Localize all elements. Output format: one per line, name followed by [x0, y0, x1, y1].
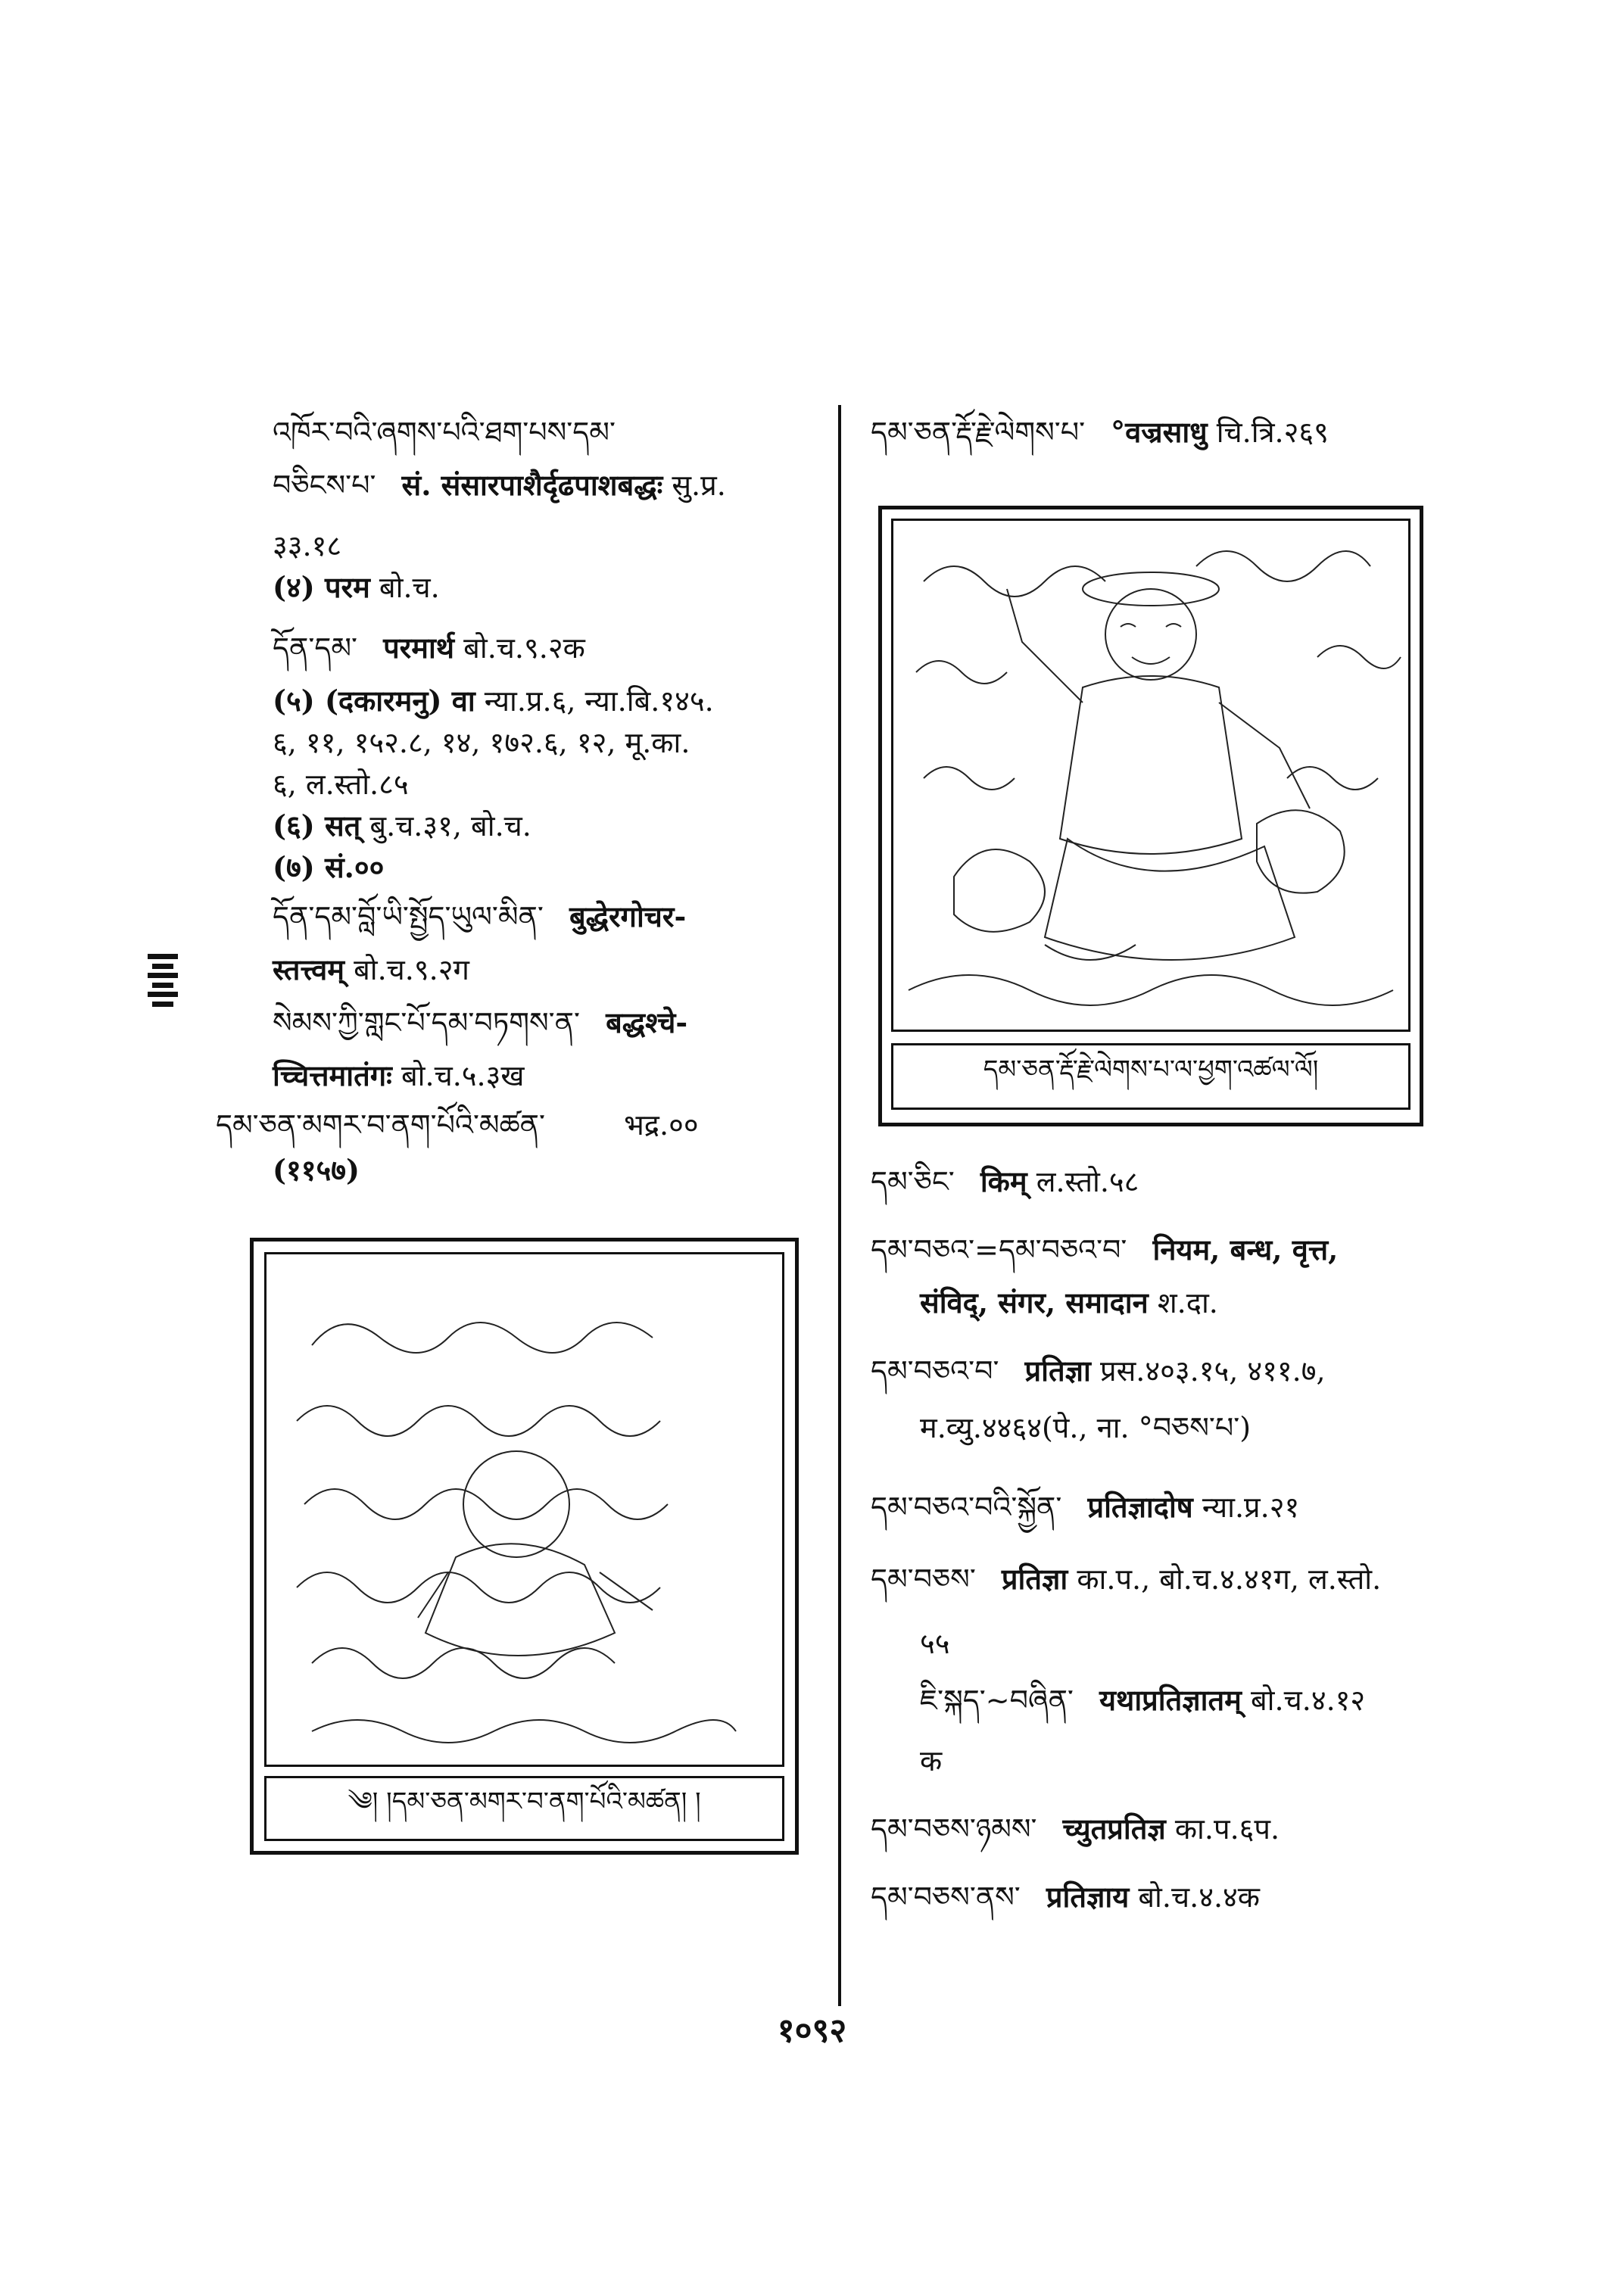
tibetan-term: དོན་དམ་བློ་ཡི་སྤྱོད་ཡུལ་མིན་	[273, 900, 544, 933]
sanskrit-equivalent: प्रतिज्ञा	[1024, 1354, 1091, 1388]
entry-line	[871, 409, 1329, 456]
entry-line	[216, 1101, 699, 1148]
entry-line	[273, 719, 690, 766]
entry-line	[273, 844, 384, 891]
sanskrit-equivalent: च्चित्तमातंगः	[273, 1058, 392, 1092]
entry-line	[273, 625, 585, 671]
sanskrit-equivalent: (४) परम	[273, 570, 370, 604]
deity-drawing	[267, 1254, 784, 1767]
reference: बो.च.९.२ग	[354, 953, 469, 986]
entry-line	[273, 893, 686, 940]
reference: ६, ल.स्तो.८५	[273, 768, 409, 801]
reference: बो.च.४.४क	[1138, 1880, 1260, 1914]
entry-line	[871, 1874, 1260, 1921]
sanskrit-equivalent: °वज्रसाधु	[1111, 415, 1208, 449]
tibetan-term: བཅིངས་པ་	[273, 469, 376, 502]
reference: क	[920, 1744, 943, 1777]
entry-line	[920, 1737, 942, 1784]
entry-line	[273, 564, 440, 611]
sanskrit-equivalent: (६) सत्	[273, 808, 361, 843]
entry-line	[273, 678, 714, 724]
reference: का.प.६प.	[1174, 1812, 1280, 1846]
page-number: १०९२	[777, 2011, 847, 2050]
tibetan-term: དམ་བཅའ་བ་	[871, 1354, 999, 1388]
sanskrit-equivalent: परमार्थ	[383, 631, 455, 665]
entry-line	[273, 1147, 360, 1194]
plate-caption: དམ་ཅན་རྡོ་རྗེ་ལེགས་པ་ལ་ཕྱག་འཚལ་ལོ།	[891, 1043, 1410, 1110]
sanskrit-equivalent: नियम, बन्ध, वृत्त,	[1152, 1232, 1339, 1266]
entry-line	[871, 1484, 1299, 1531]
reference: सु.प्र.	[672, 469, 726, 502]
entry-line	[273, 761, 409, 808]
margin-section-mark	[148, 954, 187, 1007]
tibetan-term: དམ་བཅས་	[871, 1562, 976, 1596]
tibetan-term: དམ་བཅས་ནས་	[871, 1880, 1021, 1914]
entry-line	[871, 1556, 1381, 1603]
sanskrit-equivalent: बुद्धेरगोचर-	[569, 899, 687, 933]
sanskrit-equivalent: बद्धश्चे-	[606, 1005, 688, 1039]
column-divider	[838, 405, 841, 2006]
entry-line	[871, 1226, 1338, 1273]
deity-drawing	[893, 521, 1410, 1032]
entry-line	[871, 1805, 1280, 1852]
reference: बो.च.	[379, 571, 440, 604]
sanskrit-equivalent: संविद्, संगर, समादान	[920, 1285, 1149, 1319]
entry-line	[920, 1404, 1251, 1451]
sanskrit-equivalent: च्युतप्रतिज्ञ	[1062, 1812, 1166, 1846]
illustration-plate	[250, 1238, 799, 1855]
entry-line	[920, 1677, 1365, 1724]
deity-illustration	[264, 1252, 784, 1767]
sanskrit-equivalent: प्रतिज्ञादोष	[1087, 1490, 1193, 1524]
tibetan-term: དོན་དམ་	[273, 631, 357, 665]
reference: न्या.प्र.६, न्या.बि.१४५.	[484, 684, 714, 718]
tibetan-term: དམ་བཅའ་བའི་སྐྱོན་	[871, 1491, 1062, 1524]
reference: बो.च.४.१२	[1250, 1684, 1366, 1717]
reference: ६, ११, १५२.८, १४, १७२.६, १२, मू.का.	[273, 726, 690, 759]
reference: ५५	[920, 1627, 950, 1660]
tibetan-term: ཇི་སྐད་~བཞིན་	[920, 1684, 1074, 1717]
sanskrit-equivalent: (५) (दकारमनु) वा	[273, 684, 475, 718]
entry-line	[273, 409, 632, 456]
reference: बो.च.९.२क	[463, 631, 585, 665]
tibetan-term: སེམས་ཀྱི་གླང་པོ་དམ་བཏགས་ན་	[273, 1006, 580, 1039]
entry-line	[273, 946, 469, 993]
tibetan-term: དམ་བཅས་ཉམས་	[871, 1812, 1037, 1846]
tibetan-term: དམ་ཅིང་	[871, 1165, 955, 1198]
deity-illustration	[891, 519, 1410, 1032]
reference: का.प., बो.च.४.४१ग, ल.स्तो.	[1077, 1562, 1382, 1596]
reference: ल.स्तो.५८	[1036, 1165, 1139, 1198]
sanskrit-equivalent: सं. संसारपाशैर्दृढपाशबद्धः	[401, 468, 663, 502]
entry-line	[273, 462, 726, 509]
entry-line	[273, 999, 687, 1046]
entry-line	[273, 802, 531, 849]
entry-line	[273, 1052, 524, 1099]
entry-line	[920, 1620, 950, 1667]
illustration-plate	[878, 506, 1423, 1126]
reference: बो.च.५.३ख	[401, 1059, 525, 1092]
tibetan-term: འཁོར་བའི་ཞགས་པའི་ཐག་པས་དམ་	[273, 416, 616, 449]
plate-caption: ༄། །དམ་ཅན་མགར་བ་ནག་པོའི་མཚན། །	[264, 1776, 784, 1841]
reference: भद्र.००	[624, 1108, 699, 1142]
entry-line	[273, 522, 341, 569]
sanskrit-equivalent: प्रतिज्ञाय	[1046, 1880, 1130, 1914]
reference: प्रस.४०३.१५, ४११.७,	[1099, 1354, 1326, 1388]
tibetan-term: དམ་བཅའ་=དམ་བཅའ་བ་	[871, 1233, 1127, 1266]
entry-line	[871, 1158, 1139, 1205]
sanskrit-equivalent: (७) सं.००	[273, 850, 385, 884]
entry-line	[871, 1347, 1326, 1394]
reference: श.दा.	[1157, 1286, 1218, 1319]
reference: न्या.प्र.२१	[1202, 1491, 1300, 1524]
reference: ३३.१८	[273, 529, 342, 562]
sanskrit-equivalent: (११५७)	[273, 1153, 360, 1187]
sanskrit-equivalent: स्तत्त्वम्	[273, 952, 344, 986]
reference: बु.च.३१, बो.च.	[369, 809, 531, 843]
sanskrit-equivalent: प्रतिज्ञा	[1001, 1562, 1068, 1596]
tibetan-term: དམ་ཅན་མགར་བ་ནག་པོའི་མཚན་	[216, 1108, 545, 1142]
reference: म.व्यु.४४६४(पे., ना. °བཅས་པ་)	[920, 1411, 1252, 1444]
sanskrit-equivalent: किम्	[980, 1164, 1027, 1198]
sanskrit-equivalent: यथाप्रतिज्ञातम्	[1099, 1683, 1242, 1717]
tibetan-term: དམ་ཅན་རྡོ་རྗེ་ལེགས་པ་	[871, 416, 1086, 449]
reference: चि.त्रि.२६९	[1216, 416, 1329, 449]
entry-line	[920, 1279, 1218, 1326]
